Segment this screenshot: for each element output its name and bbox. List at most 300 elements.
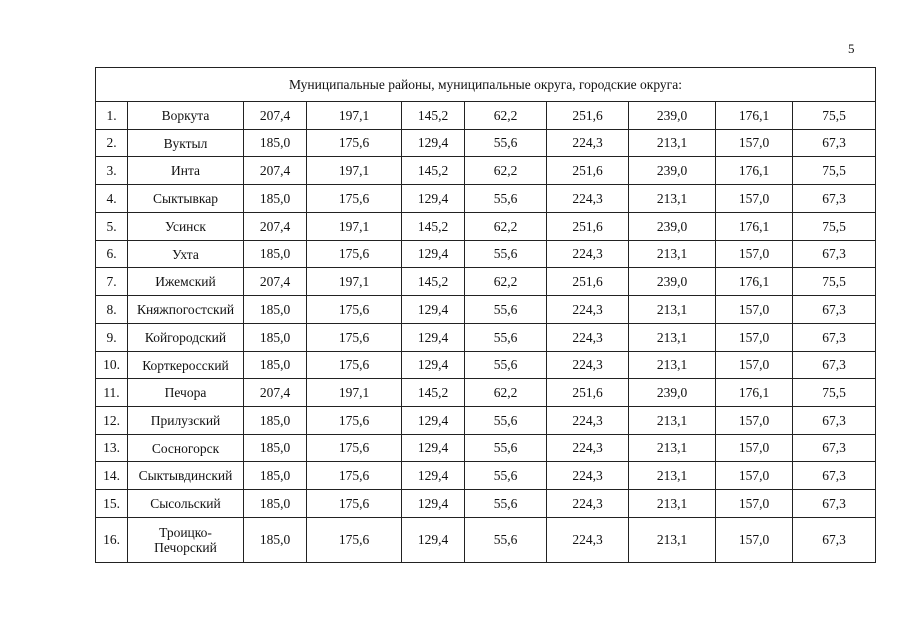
value-text: 185,0 [259,135,291,150]
value-cell [716,490,793,518]
value-text: 197,1 [338,384,370,400]
municipality-name: Сысольский [128,490,244,518]
value-text: 67,3 [822,135,846,150]
table-row [96,435,876,462]
table-row [96,213,876,241]
value-cell [402,490,465,518]
value-text: 213,1 [656,135,688,150]
value-cell [402,130,465,157]
value-text: 157,0 [738,246,770,261]
value-cell [629,102,716,130]
value-text: 129,4 [417,440,449,455]
row-number: 6. [96,241,128,268]
value-cell [465,379,547,407]
value-cell [547,213,629,241]
row-number: 4. [96,185,128,213]
value-text: 185,0 [259,301,291,317]
value-cell [307,518,402,563]
section-title-row [96,68,876,102]
municipality-name: Корткеросский [128,352,244,379]
value-text: 145,2 [417,218,449,234]
value-text: 185,0 [259,190,291,206]
value-text: 239,0 [656,162,688,178]
value-cell [244,379,307,407]
value-text: 175,6 [338,357,370,372]
table-row [96,490,876,518]
value-text: 185,0 [259,532,291,547]
value-cell [402,296,465,324]
value-cell [629,352,716,379]
row-number: 12. [96,407,128,435]
value-text: 75,5 [822,162,846,178]
value-text: 224,3 [572,412,603,428]
municipality-name: Воркута [128,102,244,130]
value-text: 176,1 [738,107,770,123]
value-text: 157,0 [738,135,770,150]
value-cell [244,130,307,157]
value-text: 197,1 [338,273,370,289]
section-title: Муниципальные районы, муниципальные округа, городские округа: [96,68,876,102]
value-text: 213,1 [656,246,688,261]
value-cell [547,490,629,518]
value-cell [629,130,716,157]
value-text: 67,3 [822,246,846,261]
value-text: 239,0 [656,273,688,289]
municipality-name: Ижемский [128,268,244,296]
value-cell [402,268,465,296]
value-text: 185,0 [259,412,291,428]
value-cell [716,352,793,379]
value-cell [465,130,547,157]
value-cell [629,462,716,490]
value-cell [307,296,402,324]
table-row [96,324,876,352]
value-cell [547,462,629,490]
value-text: 197,1 [338,218,370,234]
value-cell [629,379,716,407]
value-cell [465,462,547,490]
value-text: 67,3 [822,440,846,455]
value-text: 207,4 [259,107,291,123]
value-text: 157,0 [738,495,770,511]
value-cell [547,157,629,185]
value-text: 251,6 [572,107,603,123]
value-text: 224,3 [572,135,603,150]
value-cell [307,268,402,296]
municipality-name: Усинск [128,213,244,241]
value-text: 55,6 [493,135,518,150]
value-text: 67,3 [822,301,846,317]
value-text: 157,0 [738,329,770,345]
municipality-name: Княжпогостский [128,296,244,324]
value-text: 224,3 [572,246,603,261]
value-cell [244,213,307,241]
value-text: 129,4 [417,329,449,345]
value-cell [244,268,307,296]
municipality-name: Койгородский [128,324,244,352]
table-row [96,157,876,185]
municipality-name: Сыктывдинский [128,462,244,490]
value-text: 55,6 [493,190,518,206]
value-cell [244,324,307,352]
value-cell [629,435,716,462]
value-text: 55,6 [493,301,518,317]
value-text: 75,5 [822,218,846,234]
value-cell [402,352,465,379]
value-text: 213,1 [656,412,688,428]
value-text: 224,3 [572,190,603,206]
value-cell [716,268,793,296]
value-cell [629,213,716,241]
value-cell [307,379,402,407]
value-cell [402,435,465,462]
value-cell [307,241,402,268]
value-text: 157,0 [738,190,770,206]
value-text: 129,4 [417,190,449,206]
value-text: 55,6 [493,532,518,547]
value-text: 175,6 [338,246,370,261]
value-cell [793,324,876,352]
value-cell [465,157,547,185]
value-cell [244,352,307,379]
municipality-name: Прилузский [128,407,244,435]
table-row [96,102,876,130]
rates-table [95,67,876,563]
value-cell [716,185,793,213]
page-number: 5 [848,41,855,56]
value-text: 75,5 [822,273,846,289]
value-text: 55,6 [493,357,518,372]
value-cell [629,268,716,296]
value-cell [716,157,793,185]
value-text: 213,1 [656,190,688,206]
value-cell [244,185,307,213]
value-text: 145,2 [417,273,449,289]
value-text: 55,6 [493,412,518,428]
value-text: 213,1 [656,532,688,547]
value-cell [547,268,629,296]
value-cell [716,130,793,157]
value-text: 145,2 [417,162,449,178]
value-text: 145,2 [417,107,449,123]
municipality-name: Сыктывкар [128,185,244,213]
value-cell [629,157,716,185]
value-cell [244,157,307,185]
value-text: 67,3 [822,532,846,547]
value-cell [793,130,876,157]
value-text: 129,4 [417,246,449,261]
value-cell [402,213,465,241]
value-text: 67,3 [822,467,846,483]
value-cell [402,518,465,563]
value-cell [307,490,402,518]
value-cell [307,213,402,241]
value-cell [629,518,716,563]
municipality-name: Ухта [128,241,244,268]
value-cell [716,435,793,462]
value-text: 67,3 [822,190,846,206]
value-cell [307,130,402,157]
value-text: 129,4 [417,495,449,511]
value-cell [793,185,876,213]
value-text: 207,4 [259,218,291,234]
value-text: 213,1 [656,440,688,455]
value-cell [465,518,547,563]
value-text: 185,0 [259,467,291,483]
value-text: 157,0 [738,440,770,455]
value-cell [629,185,716,213]
row-number: 14. [96,462,128,490]
value-cell [793,379,876,407]
row-number: 16. [96,518,128,563]
value-cell [465,241,547,268]
value-cell [547,102,629,130]
value-cell [716,324,793,352]
value-text: 157,0 [738,532,770,547]
value-text: 251,6 [572,384,603,400]
value-text: 55,6 [493,246,518,261]
value-cell [547,407,629,435]
value-cell [716,407,793,435]
value-cell [629,296,716,324]
value-text: 176,1 [738,218,770,234]
value-text: 224,3 [572,357,603,372]
value-cell [716,296,793,324]
value-cell [465,213,547,241]
value-cell [547,379,629,407]
value-cell [307,185,402,213]
value-text: 197,1 [338,162,370,178]
value-cell [793,407,876,435]
value-cell [716,102,793,130]
value-cell [402,102,465,130]
table-row [96,130,876,157]
value-cell [244,296,307,324]
value-cell [307,352,402,379]
value-text: 62,2 [493,162,518,178]
value-cell [465,435,547,462]
value-text: 207,4 [259,384,291,400]
value-text: 224,3 [572,495,603,511]
value-cell [465,352,547,379]
value-text: 251,6 [572,162,603,178]
value-text: 175,6 [338,467,370,483]
value-cell [793,490,876,518]
value-text: 175,6 [338,532,370,547]
value-text: 213,1 [656,301,688,317]
row-number: 1. [96,102,128,130]
value-text: 239,0 [656,218,688,234]
value-cell [716,213,793,241]
table-row [96,296,876,324]
value-text: 75,5 [822,107,846,123]
municipality-name: Печора [128,379,244,407]
value-text: 251,6 [572,218,603,234]
value-cell [244,407,307,435]
value-text: 67,3 [822,495,846,511]
value-text: 129,4 [417,412,449,428]
value-cell [793,241,876,268]
value-cell [629,324,716,352]
value-cell [402,241,465,268]
value-text: 157,0 [738,357,770,372]
value-text: 67,3 [822,357,846,372]
value-cell [547,241,629,268]
value-text: 185,0 [259,357,291,372]
value-cell [547,518,629,563]
table-row [96,462,876,490]
table-row [96,268,876,296]
value-cell [793,518,876,563]
value-text: 175,6 [338,301,370,317]
municipality-name: Сосногорск [128,435,244,462]
value-cell [547,435,629,462]
value-text: 67,3 [822,412,846,428]
value-text: 207,4 [259,162,291,178]
table-row [96,407,876,435]
value-cell [402,185,465,213]
value-text: 55,6 [493,467,518,483]
value-cell [307,435,402,462]
value-cell [793,435,876,462]
value-cell [244,435,307,462]
value-cell [716,518,793,563]
value-cell [793,268,876,296]
value-text: 175,6 [338,329,370,345]
value-cell [465,102,547,130]
value-cell [547,185,629,213]
value-cell [402,407,465,435]
value-cell [793,296,876,324]
value-cell [244,518,307,563]
value-text: 224,3 [572,532,603,547]
value-cell [244,102,307,130]
value-text: 224,3 [572,329,603,345]
value-cell [716,462,793,490]
value-text: 129,4 [417,301,449,317]
value-cell [629,407,716,435]
municipality-name: Инта [128,157,244,185]
value-text: 185,0 [259,440,291,455]
row-number: 2. [96,130,128,157]
value-cell [716,241,793,268]
table-row [96,379,876,407]
value-text: 175,6 [338,135,370,150]
value-cell [793,462,876,490]
value-text: 185,0 [259,246,291,261]
value-text: 224,3 [572,440,603,455]
value-text: 55,6 [493,440,518,455]
value-cell [629,490,716,518]
value-text: 145,2 [417,384,449,400]
row-number: 7. [96,268,128,296]
value-cell [307,324,402,352]
value-text: 239,0 [656,107,688,123]
row-number: 10. [96,352,128,379]
value-cell [547,352,629,379]
value-cell [793,102,876,130]
value-cell [547,130,629,157]
value-cell [465,296,547,324]
value-text: 239,0 [656,384,688,400]
value-text: 213,1 [656,467,688,483]
value-text: 129,4 [417,532,449,547]
value-text: 55,6 [493,329,518,345]
value-text: 62,2 [493,218,518,234]
value-cell [465,324,547,352]
municipality-name: Вуктыл [128,130,244,157]
row-number: 3. [96,157,128,185]
row-number: 13. [96,435,128,462]
value-cell [629,241,716,268]
value-cell [244,462,307,490]
table-row [96,185,876,213]
value-text: 197,1 [338,107,370,123]
value-cell [244,241,307,268]
value-cell [465,185,547,213]
value-cell [793,352,876,379]
value-text: 185,0 [259,329,291,345]
value-cell [793,213,876,241]
value-text: 175,6 [338,495,370,511]
value-text: 251,6 [572,273,603,289]
value-cell [547,324,629,352]
row-number: 8. [96,296,128,324]
table-row [96,518,876,563]
value-cell [307,407,402,435]
municipality-name: Троицко-Печорский [128,518,244,563]
value-cell [793,157,876,185]
value-text: 213,1 [656,495,688,511]
value-text: 75,5 [822,384,846,400]
value-text: 224,3 [572,301,603,317]
value-text: 62,2 [493,384,518,400]
value-cell [402,462,465,490]
value-text: 67,3 [822,329,846,345]
value-text: 176,1 [738,273,770,289]
value-cell [547,296,629,324]
value-text: 55,6 [493,495,518,511]
value-cell [465,407,547,435]
table-row [96,352,876,379]
value-text: 213,1 [656,329,688,345]
value-text: 207,4 [259,273,291,289]
value-cell [402,324,465,352]
value-text: 129,4 [417,357,449,372]
value-text: 175,6 [338,440,370,455]
value-cell [307,102,402,130]
value-text: 129,4 [417,467,449,483]
value-cell [244,490,307,518]
value-cell [307,462,402,490]
value-text: 62,2 [493,273,518,289]
value-cell [402,157,465,185]
value-text: 176,1 [738,384,770,400]
row-number: 15. [96,490,128,518]
value-text: 185,0 [259,495,291,511]
row-number: 9. [96,324,128,352]
value-text: 224,3 [572,467,603,483]
value-text: 157,0 [738,301,770,317]
value-text: 175,6 [338,412,370,428]
value-cell [307,157,402,185]
value-text: 176,1 [738,162,770,178]
value-text: 213,1 [656,357,688,372]
value-text: 157,0 [738,467,770,483]
value-cell [716,379,793,407]
value-cell [465,268,547,296]
value-cell [465,490,547,518]
